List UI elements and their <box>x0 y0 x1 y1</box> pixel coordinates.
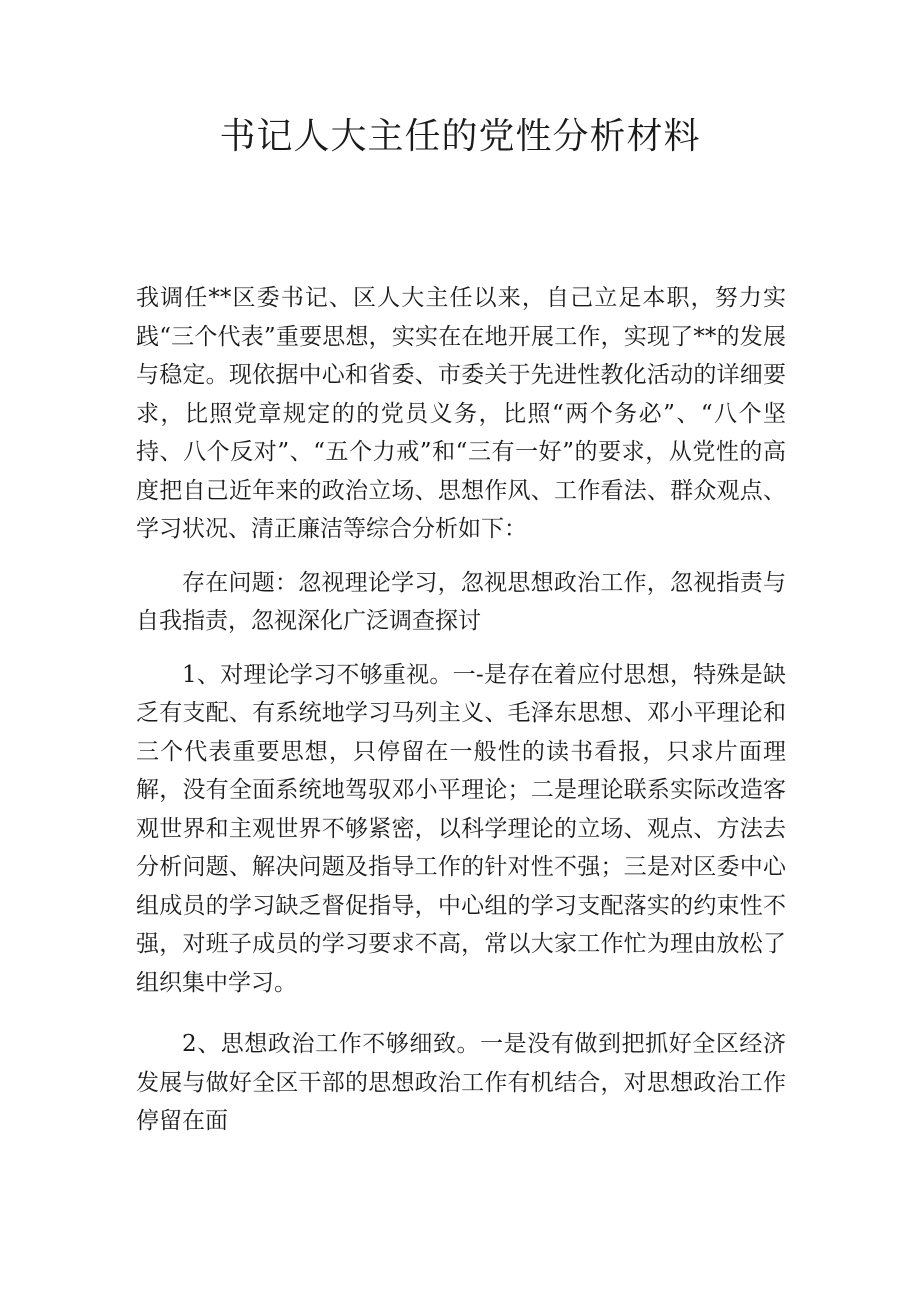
document-body <box>136 279 786 1141</box>
paragraph-political-work: 2、思想政治工作不够细致。一是没有做到把抓好全区经济发展与做好全区干部的思想政治工作有机结合，对思想政治工作停留在面 <box>136 1031 786 1134</box>
document-title: 书记人大主任的党性分析材料 <box>219 116 701 157</box>
paragraph-theory-study: 1、对理论学习不够重视。一-是存在着应付思想，特殊是缺乏有支配、有系统地学习马列主义、毛泽东思想、邓小平理论和三个代表重要思想，只停留在一般性的读书看报，只求片面理解，没有全面系统地驾驭邓小平理论；二是理论联系实际改造客观世界和主观世界不够紧密，以科学理论的立场、观点、方法去分析问题、解决问题及指导工作的针对性不强；三是对区委中心组成员的学习缺乏督促指导，中心组的学习支配落实的约束性不强，对班子成员的学习要求不高，常以大家工作忙为理由放松了组织集中学习。 <box>136 661 786 996</box>
paragraph-intro: 我调任**区委书记、区人大主任以来，自己立足本职，努力实践“三个代表”重要思想，实实在在地开展工作，实现了**的发展与稳定。现依据中心和省委、市委关于先进性教化活动的详细要求，比照党章规定的的党员义务，比照“两个务必”、“八个坚持、八个反对”、“五个力戒”和“三有一好”的要求，从党性的高度把自己近年来的政治立场、思想作风、工作看法、群众观点、学习状况、清正廉洁等综合分析如下： <box>136 285 786 542</box>
paragraph-problems-summary: 存在问题：忽视理论学习，忽视思想政治工作，忽视指责与自我指责，忽视深化广泛调查探讨 <box>136 569 786 634</box>
